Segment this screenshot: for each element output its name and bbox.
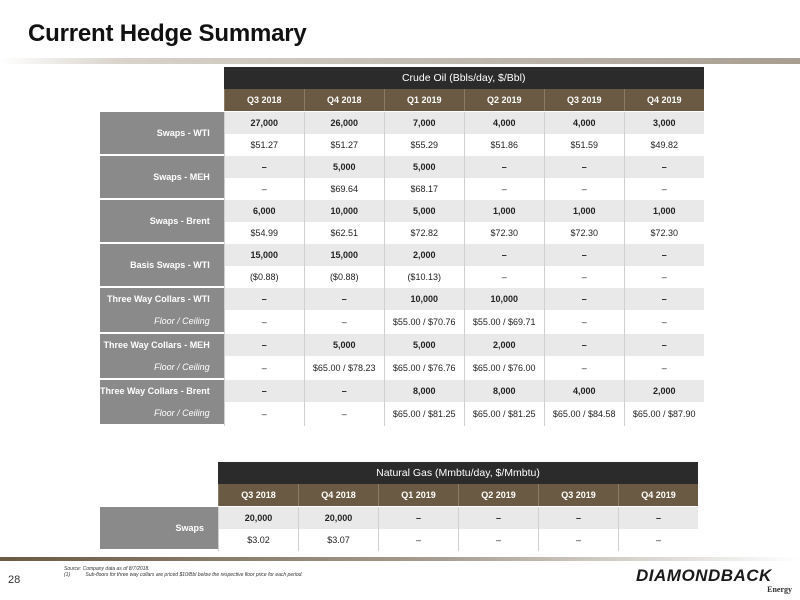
volume-cell: 5,000 <box>304 156 384 178</box>
volume-cell: 8,000 <box>464 380 544 402</box>
table-row <box>100 112 704 134</box>
volume-cell: – <box>544 244 624 266</box>
volume-cell: – <box>464 244 544 266</box>
price-cell: – <box>224 178 304 200</box>
volume-cell: – <box>304 288 384 310</box>
price-cell: – <box>224 402 304 426</box>
row-label-collars-wti: Three Way Collars - WTI <box>100 288 224 310</box>
volume-cell: 10,000 <box>464 288 544 310</box>
crude-oil-table <box>100 67 704 426</box>
row-label-swaps-meh: Swaps - MEH <box>100 156 224 200</box>
table-row <box>100 200 704 222</box>
price-cell: $69.64 <box>304 178 384 200</box>
price-cell: – <box>458 529 538 551</box>
title-divider <box>0 58 800 64</box>
table-row <box>100 334 704 356</box>
volume-cell: – <box>544 156 624 178</box>
crude-quarter-header: Q4 2018 <box>304 89 384 111</box>
price-cell: – <box>544 266 624 288</box>
price-cell: $65.00 / $76.00 <box>464 356 544 380</box>
table-row <box>100 244 704 266</box>
volume-cell: – <box>224 288 304 310</box>
volume-cell: – <box>618 507 698 529</box>
price-cell: – <box>304 310 384 334</box>
price-cell: $51.27 <box>224 134 304 156</box>
price-cell: – <box>544 310 624 334</box>
table-row <box>100 288 704 310</box>
volume-cell: 20,000 <box>218 507 298 529</box>
volume-cell: 4,000 <box>544 380 624 402</box>
volume-cell: 15,000 <box>224 244 304 266</box>
gas-header-row <box>100 462 698 484</box>
volume-cell: 3,000 <box>624 112 704 134</box>
volume-cell: 27,000 <box>224 112 304 134</box>
price-cell: – <box>544 356 624 380</box>
volume-cell: 1,000 <box>464 200 544 222</box>
price-cell: – <box>538 529 618 551</box>
price-cell: – <box>624 310 704 334</box>
gas-quarter-header: Q4 2018 <box>298 484 378 506</box>
gas-corner-spacer <box>100 462 218 484</box>
volume-cell: 7,000 <box>384 112 464 134</box>
price-cell: $65.00 / $76.76 <box>384 356 464 380</box>
gas-quarter-header: Q1 2019 <box>378 484 458 506</box>
volume-cell: 20,000 <box>298 507 378 529</box>
footnote <box>64 572 303 578</box>
price-cell: – <box>378 529 458 551</box>
row-label-gas-swaps: Swaps <box>100 507 218 551</box>
crude-quarter-header: Q4 2019 <box>624 89 704 111</box>
source-note: Source: Company data as of 8/7/2018. <box>64 566 150 572</box>
volume-cell: 6,000 <box>224 200 304 222</box>
natural-gas-table <box>100 462 698 551</box>
volume-cell: 8,000 <box>384 380 464 402</box>
price-cell: $68.17 <box>384 178 464 200</box>
price-cell: $55.00 / $70.76 <box>384 310 464 334</box>
crude-table-title: Crude Oil (Bbls/day, $/Bbl) <box>224 67 704 89</box>
price-cell: – <box>624 178 704 200</box>
price-cell: $49.82 <box>624 134 704 156</box>
logo-subtitle: Energy <box>767 585 792 594</box>
price-cell: – <box>224 356 304 380</box>
crude-quarter-header: Q2 2019 <box>464 89 544 111</box>
volume-cell: 10,000 <box>304 200 384 222</box>
price-cell: $54.99 <box>224 222 304 244</box>
row-label-collars-meh: Three Way Collars - MEH <box>100 334 224 356</box>
table-row <box>100 507 698 529</box>
price-cell: – <box>624 356 704 380</box>
footer-divider <box>0 557 800 561</box>
crude-quarter-spacer <box>100 89 224 111</box>
price-cell: $55.00 / $69.71 <box>464 310 544 334</box>
volume-cell: 5,000 <box>384 156 464 178</box>
price-cell: – <box>544 178 624 200</box>
price-cell: $51.86 <box>464 134 544 156</box>
volume-cell: – <box>624 288 704 310</box>
price-cell: $62.51 <box>304 222 384 244</box>
volume-cell: – <box>624 156 704 178</box>
volume-cell: – <box>224 334 304 356</box>
volume-cell: 2,000 <box>624 380 704 402</box>
gas-quarter-header: Q4 2019 <box>618 484 698 506</box>
price-cell: $55.29 <box>384 134 464 156</box>
gas-quarter-row <box>100 484 698 506</box>
price-cell: $72.30 <box>624 222 704 244</box>
row-label-swaps-wti: Swaps - WTI <box>100 112 224 156</box>
volume-cell: – <box>624 334 704 356</box>
price-cell: – <box>618 529 698 551</box>
volume-cell: – <box>224 380 304 402</box>
crude-header-row <box>100 67 704 89</box>
gas-quarter-spacer <box>100 484 218 506</box>
table-row <box>100 156 704 178</box>
volume-cell: 5,000 <box>384 334 464 356</box>
volume-cell: – <box>544 334 624 356</box>
price-cell: $72.30 <box>544 222 624 244</box>
price-cell: $51.59 <box>544 134 624 156</box>
price-cell: ($10.13) <box>384 266 464 288</box>
volume-cell: – <box>624 244 704 266</box>
volume-cell: 2,000 <box>384 244 464 266</box>
price-cell: – <box>464 178 544 200</box>
volume-cell: – <box>224 156 304 178</box>
crude-quarter-header: Q3 2018 <box>224 89 304 111</box>
crude-quarter-header: Q1 2019 <box>384 89 464 111</box>
price-cell: $51.27 <box>304 134 384 156</box>
row-label-floor-ceiling: Floor / Ceiling <box>100 356 224 380</box>
crude-quarter-row <box>100 89 704 111</box>
volume-cell: 10,000 <box>384 288 464 310</box>
volume-cell: – <box>458 507 538 529</box>
crude-corner-spacer <box>100 67 224 89</box>
price-cell: – <box>624 266 704 288</box>
volume-cell: – <box>464 156 544 178</box>
crude-quarter-header: Q3 2019 <box>544 89 624 111</box>
row-label-floor-ceiling: Floor / Ceiling <box>100 310 224 334</box>
price-cell: – <box>304 402 384 426</box>
price-cell: $3.07 <box>298 529 378 551</box>
volume-cell: 15,000 <box>304 244 384 266</box>
gas-quarter-header: Q3 2018 <box>218 484 298 506</box>
volume-cell: 1,000 <box>624 200 704 222</box>
price-cell: ($0.88) <box>304 266 384 288</box>
price-cell: $72.30 <box>464 222 544 244</box>
price-cell: $65.00 / $84.58 <box>544 402 624 426</box>
volume-cell: 2,000 <box>464 334 544 356</box>
volume-cell: 4,000 <box>464 112 544 134</box>
table-row <box>100 310 704 334</box>
table-row <box>100 356 704 380</box>
page-number: 28 <box>8 574 21 586</box>
volume-cell: 26,000 <box>304 112 384 134</box>
row-label-basis-swaps-wti: Basis Swaps - WTI <box>100 244 224 288</box>
row-label-collars-brent: Three Way Collars - Brent <box>100 380 224 402</box>
price-cell: – <box>464 266 544 288</box>
gas-table-title: Natural Gas (Mmbtu/day, $/Mmbtu) <box>218 462 698 484</box>
footnote-number: (1) <box>64 572 71 578</box>
table-row <box>100 380 704 402</box>
company-logo <box>636 566 796 596</box>
footnote-text: Sub-floors for three way collars are priced $10/Bbl below the respective floor price for each period. <box>85 572 303 578</box>
price-cell: – <box>224 310 304 334</box>
price-cell: $65.00 / $81.25 <box>464 402 544 426</box>
volume-cell: 1,000 <box>544 200 624 222</box>
page-title: Current Hedge Summary <box>28 20 307 47</box>
volume-cell: 5,000 <box>384 200 464 222</box>
volume-cell: – <box>544 288 624 310</box>
volume-cell: 5,000 <box>304 334 384 356</box>
price-cell: $65.00 / $78.23 <box>304 356 384 380</box>
logo-wordmark: DIAMONDBACK <box>636 566 772 585</box>
volume-cell: 4,000 <box>544 112 624 134</box>
table-row <box>100 402 704 426</box>
price-cell: $3.02 <box>218 529 298 551</box>
price-cell: $65.00 / $87.90 <box>624 402 704 426</box>
price-cell: $72.82 <box>384 222 464 244</box>
volume-cell: – <box>304 380 384 402</box>
volume-cell: – <box>538 507 618 529</box>
row-label-floor-ceiling: Floor / Ceiling <box>100 402 224 426</box>
row-label-swaps-brent: Swaps - Brent <box>100 200 224 244</box>
gas-quarter-header: Q2 2019 <box>458 484 538 506</box>
gas-quarter-header: Q3 2019 <box>538 484 618 506</box>
price-cell: $65.00 / $81.25 <box>384 402 464 426</box>
volume-cell: – <box>378 507 458 529</box>
price-cell: ($0.88) <box>224 266 304 288</box>
